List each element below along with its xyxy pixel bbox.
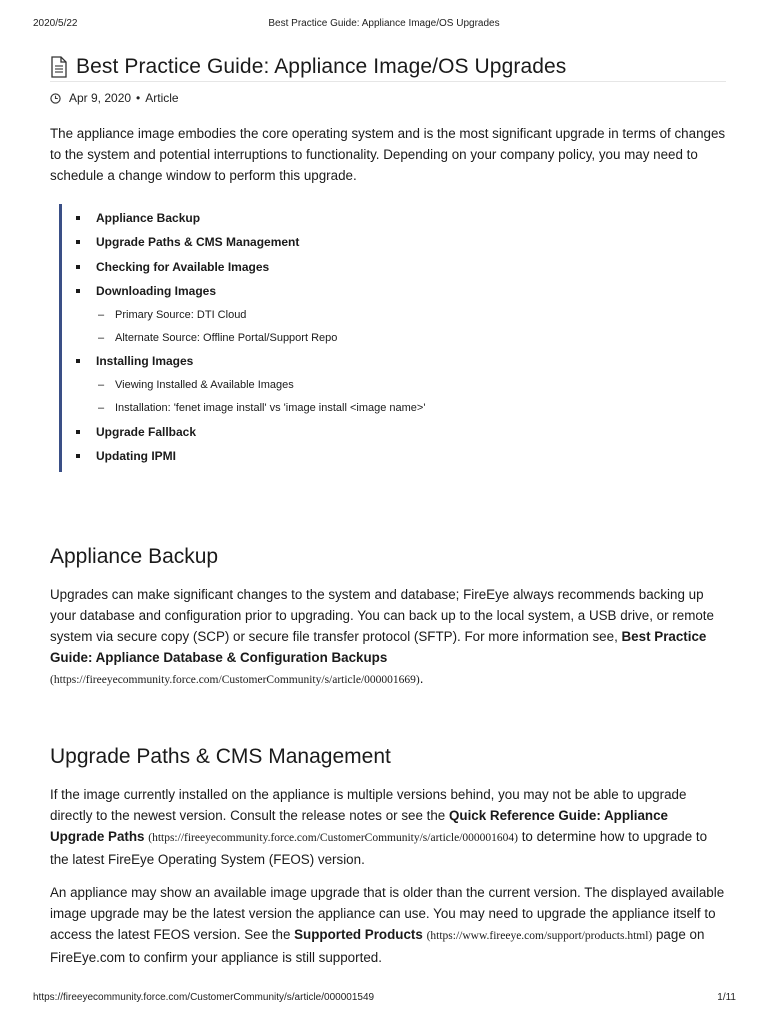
article-content bbox=[50, 54, 726, 968]
dash-marker: – bbox=[98, 401, 105, 414]
upgrade-text-end: to determine how to upgrade to the latest FireEye Operating System (FEOS) version. bbox=[50, 829, 708, 868]
print-title: Best Practice Guide: Appliance Image/OS Upgrades bbox=[268, 18, 500, 29]
meta-separator: • bbox=[136, 91, 141, 105]
toc-item-label: Downloading Images bbox=[96, 284, 217, 299]
toc-subitem-label: Installation: 'fenet image install' vs 'image install <image name>' bbox=[115, 401, 426, 414]
section-heading-upgrade-paths: Upgrade Paths & CMS Management bbox=[50, 745, 391, 769]
toc-item-downloading-images[interactable] bbox=[76, 279, 726, 303]
backup-paragraph bbox=[50, 584, 726, 691]
bullet-icon bbox=[76, 289, 80, 293]
article-type: Article bbox=[145, 91, 179, 105]
bullet-icon bbox=[76, 216, 80, 220]
toc-subitem-viewing-images[interactable] bbox=[76, 373, 726, 396]
toc-subitem-label: Primary Source: DTI Cloud bbox=[115, 308, 247, 321]
bullet-icon bbox=[76, 359, 80, 363]
toc-item-label: Installing Images bbox=[96, 354, 194, 369]
bullet-icon bbox=[76, 430, 80, 434]
backup-text: Upgrades can make significant changes to the system and database; FireEye always recommends backing up your database and configuration prior to upgrading. You can back up to the local system, a USB drive, or remote system via secure copy (SCP) or secure file transfer protocol (SFTP). For more information see, bbox=[50, 587, 714, 645]
page-title: Best Practice Guide: Appliance Image/OS Upgrades bbox=[76, 54, 567, 78]
section-heading-appliance-backup: Appliance Backup bbox=[50, 545, 219, 569]
print-footer bbox=[0, 992, 768, 1006]
article-meta bbox=[50, 90, 726, 106]
appliance-text: An appliance may show an available image upgrade that is older than the current version. The displayed available image upgrade may be the latest version the appliance can use. You may need to upgrade the appliance itself to access the latest FEOS version. See the bbox=[50, 885, 725, 943]
supported-products-url[interactable]: (https://www.fireeye.com/support/products.html) bbox=[426, 930, 653, 943]
toc-item-upgrade-fallback[interactable] bbox=[76, 419, 726, 443]
article-date: Apr 9, 2020 bbox=[69, 91, 132, 105]
table-of-contents bbox=[59, 204, 726, 472]
quick-reference-link[interactable]: Quick Reference Guide: Appliance Upgrade Paths bbox=[50, 808, 668, 845]
appliance-text-end: page on FireEye.com to confirm your appliance is still supported. bbox=[50, 927, 705, 966]
quick-reference-url[interactable]: (https://fireeyecommunity.force.com/CustomerCommunity/s/article/000001604) bbox=[148, 832, 518, 845]
toc-subitem-label: Alternate Source: Offline Portal/Support Repo bbox=[115, 331, 338, 344]
toc-item-updating-ipmi[interactable] bbox=[76, 444, 726, 468]
bullet-icon bbox=[76, 454, 80, 458]
backup-text-end: . bbox=[419, 671, 424, 687]
clock-icon bbox=[50, 93, 61, 104]
title-row bbox=[50, 54, 726, 82]
toc-item-label: Upgrade Paths & CMS Management bbox=[96, 235, 300, 250]
upgrade-paths-paragraph-2 bbox=[50, 882, 726, 968]
print-date: 2020/5/22 bbox=[33, 18, 78, 29]
toc-item-label: Appliance Backup bbox=[96, 211, 201, 226]
bullet-icon bbox=[76, 240, 80, 244]
toc-item-label: Updating IPMI bbox=[96, 448, 176, 463]
toc-item-installing-images[interactable] bbox=[76, 349, 726, 373]
toc-subitem-primary-source[interactable] bbox=[76, 303, 726, 326]
toc-item-checking-images[interactable] bbox=[76, 255, 726, 279]
print-url: https://fireeyecommunity.force.com/CustomerCommunity/s/article/000001549 bbox=[33, 992, 375, 1003]
page-number: 1/11 bbox=[717, 992, 736, 1003]
print-header bbox=[0, 18, 768, 32]
toc-item-upgrade-paths[interactable] bbox=[76, 230, 726, 254]
toc-subitem-label: Viewing Installed & Available Images bbox=[115, 378, 294, 391]
dash-marker: – bbox=[98, 378, 105, 391]
document-icon bbox=[50, 56, 68, 78]
toc-item-label: Checking for Available Images bbox=[96, 259, 270, 274]
upgrade-paths-paragraph-1 bbox=[50, 784, 726, 870]
upgrade-text: If the image currently installed on the appliance is multiple versions behind, you may not be able to upgrade directly to the newest version. Consult the release notes or see the bbox=[50, 787, 687, 824]
toc-subitem-alternate-source[interactable] bbox=[76, 326, 726, 349]
bullet-icon bbox=[76, 265, 80, 269]
backup-guide-url[interactable]: (https://fireeyecommunity.force.com/CustomerCommunity/s/article/000001669) bbox=[50, 674, 420, 687]
toc-subitem-installation[interactable] bbox=[76, 396, 726, 419]
backup-guide-link[interactable]: Best Practice Guide: Appliance Database & Configuration Backups bbox=[50, 629, 707, 666]
dash-marker: – bbox=[98, 331, 105, 344]
toc-item-appliance-backup[interactable] bbox=[76, 206, 726, 230]
supported-products-link[interactable]: Supported Products bbox=[294, 927, 423, 943]
dash-marker: – bbox=[98, 308, 105, 321]
intro-paragraph: The appliance image embodies the core operating system and is the most significant upgrade in terms of changes to the system and potential interruptions to functionality. Depending on your company policy, you may need to schedule a change window to perform this upgrade. bbox=[50, 126, 726, 183]
toc-item-label: Upgrade Fallback bbox=[96, 424, 197, 439]
